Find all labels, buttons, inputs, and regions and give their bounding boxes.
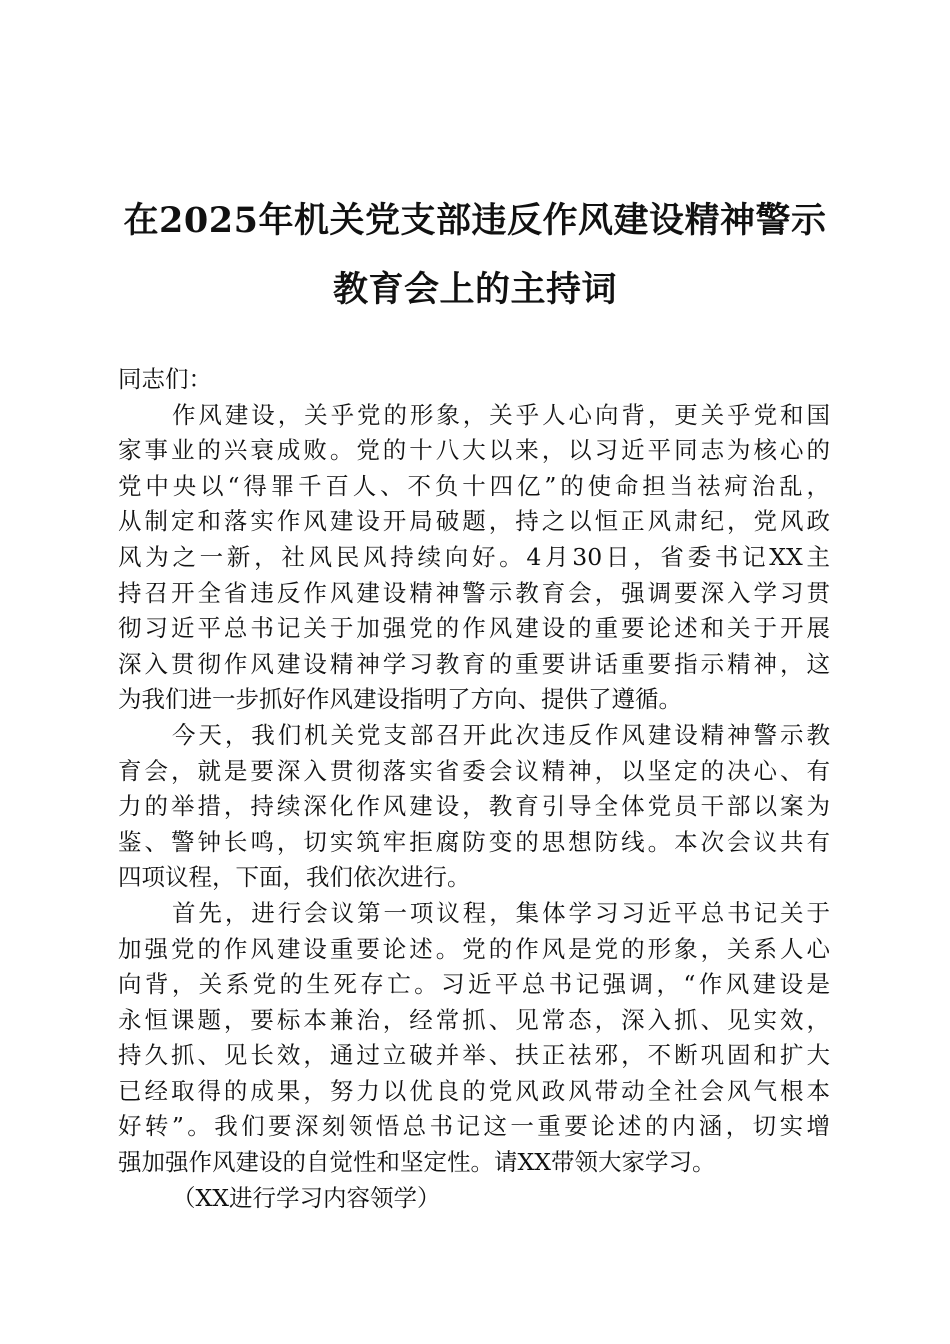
paragraph-4 xyxy=(118,1181,830,1217)
paragraph-line: 持久抓、见长效，通过立破并举、扶正祛邪，不断巩固和扩大 xyxy=(118,1041,830,1070)
paragraph-line: 首先，进行会议第一项议程，集体学习习近平总书记关于 xyxy=(172,898,830,927)
paragraph-line: （XX进行学习内容领学） xyxy=(172,1183,441,1212)
paragraph-line: 持召开全省违反作风建设精神警示教育会，强调要深入学习贯 xyxy=(118,578,830,607)
paragraph-line: 从制定和落实作风建设开局破题，持之以恒正风肃纪，党风政 xyxy=(118,507,830,536)
paragraph-line: 好转”。我们要深刻领悟总书记这一重要论述的内涵，切实增 xyxy=(118,1112,830,1141)
paragraph-line: 作风建设，关乎党的形象，关乎人心向背，更关乎党和国 xyxy=(172,400,830,429)
document-title-line-2: 教育会上的主持词 xyxy=(332,269,617,310)
paragraph-line: 力的举措，持续深化作风建设，教育引导全体党员干部以案为 xyxy=(118,792,830,821)
paragraph-line: 彻习近平总书记关于加强党的作风建设的重要论述和关于开展 xyxy=(118,614,830,643)
paragraph-2 xyxy=(118,718,830,896)
paragraph-line: 鉴、警钟长鸣，切实筑牢拒腐防变的思想防线。本次会议共有 xyxy=(118,827,830,856)
paragraph-line: 育会，就是要深入贯彻落实省委会议精神，以坚定的决心、有 xyxy=(118,756,830,785)
paragraph-line: 永恒课题，要标本兼治，经常抓、见常态，深入抓、见实效， xyxy=(118,1005,830,1034)
paragraph-line: 风为之一新，社风民风持续向好。4月30日，省委书记XX主 xyxy=(118,542,830,571)
paragraph-line: 家事业的兴衰成败。党的十八大以来，以习近平同志为核心的 xyxy=(118,436,830,465)
paragraph-line: 强加强作风建设的自觉性和坚定性。请XX带领大家学习。 xyxy=(118,1148,716,1177)
paragraph-1 xyxy=(118,398,830,718)
paragraph-line: 党中央以“得罪千百人、不负十四亿”的使命担当祛疴治乱， xyxy=(118,471,830,500)
paragraph-line: 已经取得的成果，努力以优良的党风政风带动全社会风气根本 xyxy=(118,1076,830,1105)
paragraph-line: 深入贯彻作风建设精神学习教育的重要讲话重要指示精神，这 xyxy=(118,649,830,678)
document-body xyxy=(118,362,830,1216)
paragraph-line: 四项议程，下面，我们依次进行。 xyxy=(118,863,471,892)
salutation: 同志们： xyxy=(118,365,212,393)
paragraph-line: 为我们进一步抓好作风建设指明了方向、提供了遵循。 xyxy=(118,685,682,714)
paragraph-line: 向背，关系党的生死存亡。习近平总书记强调，“作风建设是 xyxy=(118,970,830,999)
paragraph-line: 今天，我们机关党支部召开此次违反作风建设精神警示教 xyxy=(172,720,830,749)
document-title-line-1: 在2025年机关党支部违反作风建设精神警示 xyxy=(123,200,827,241)
paragraph-line: 加强党的作风建设重要论述。党的作风是党的形象，关系人心 xyxy=(118,934,830,963)
paragraph-3 xyxy=(118,896,830,1181)
